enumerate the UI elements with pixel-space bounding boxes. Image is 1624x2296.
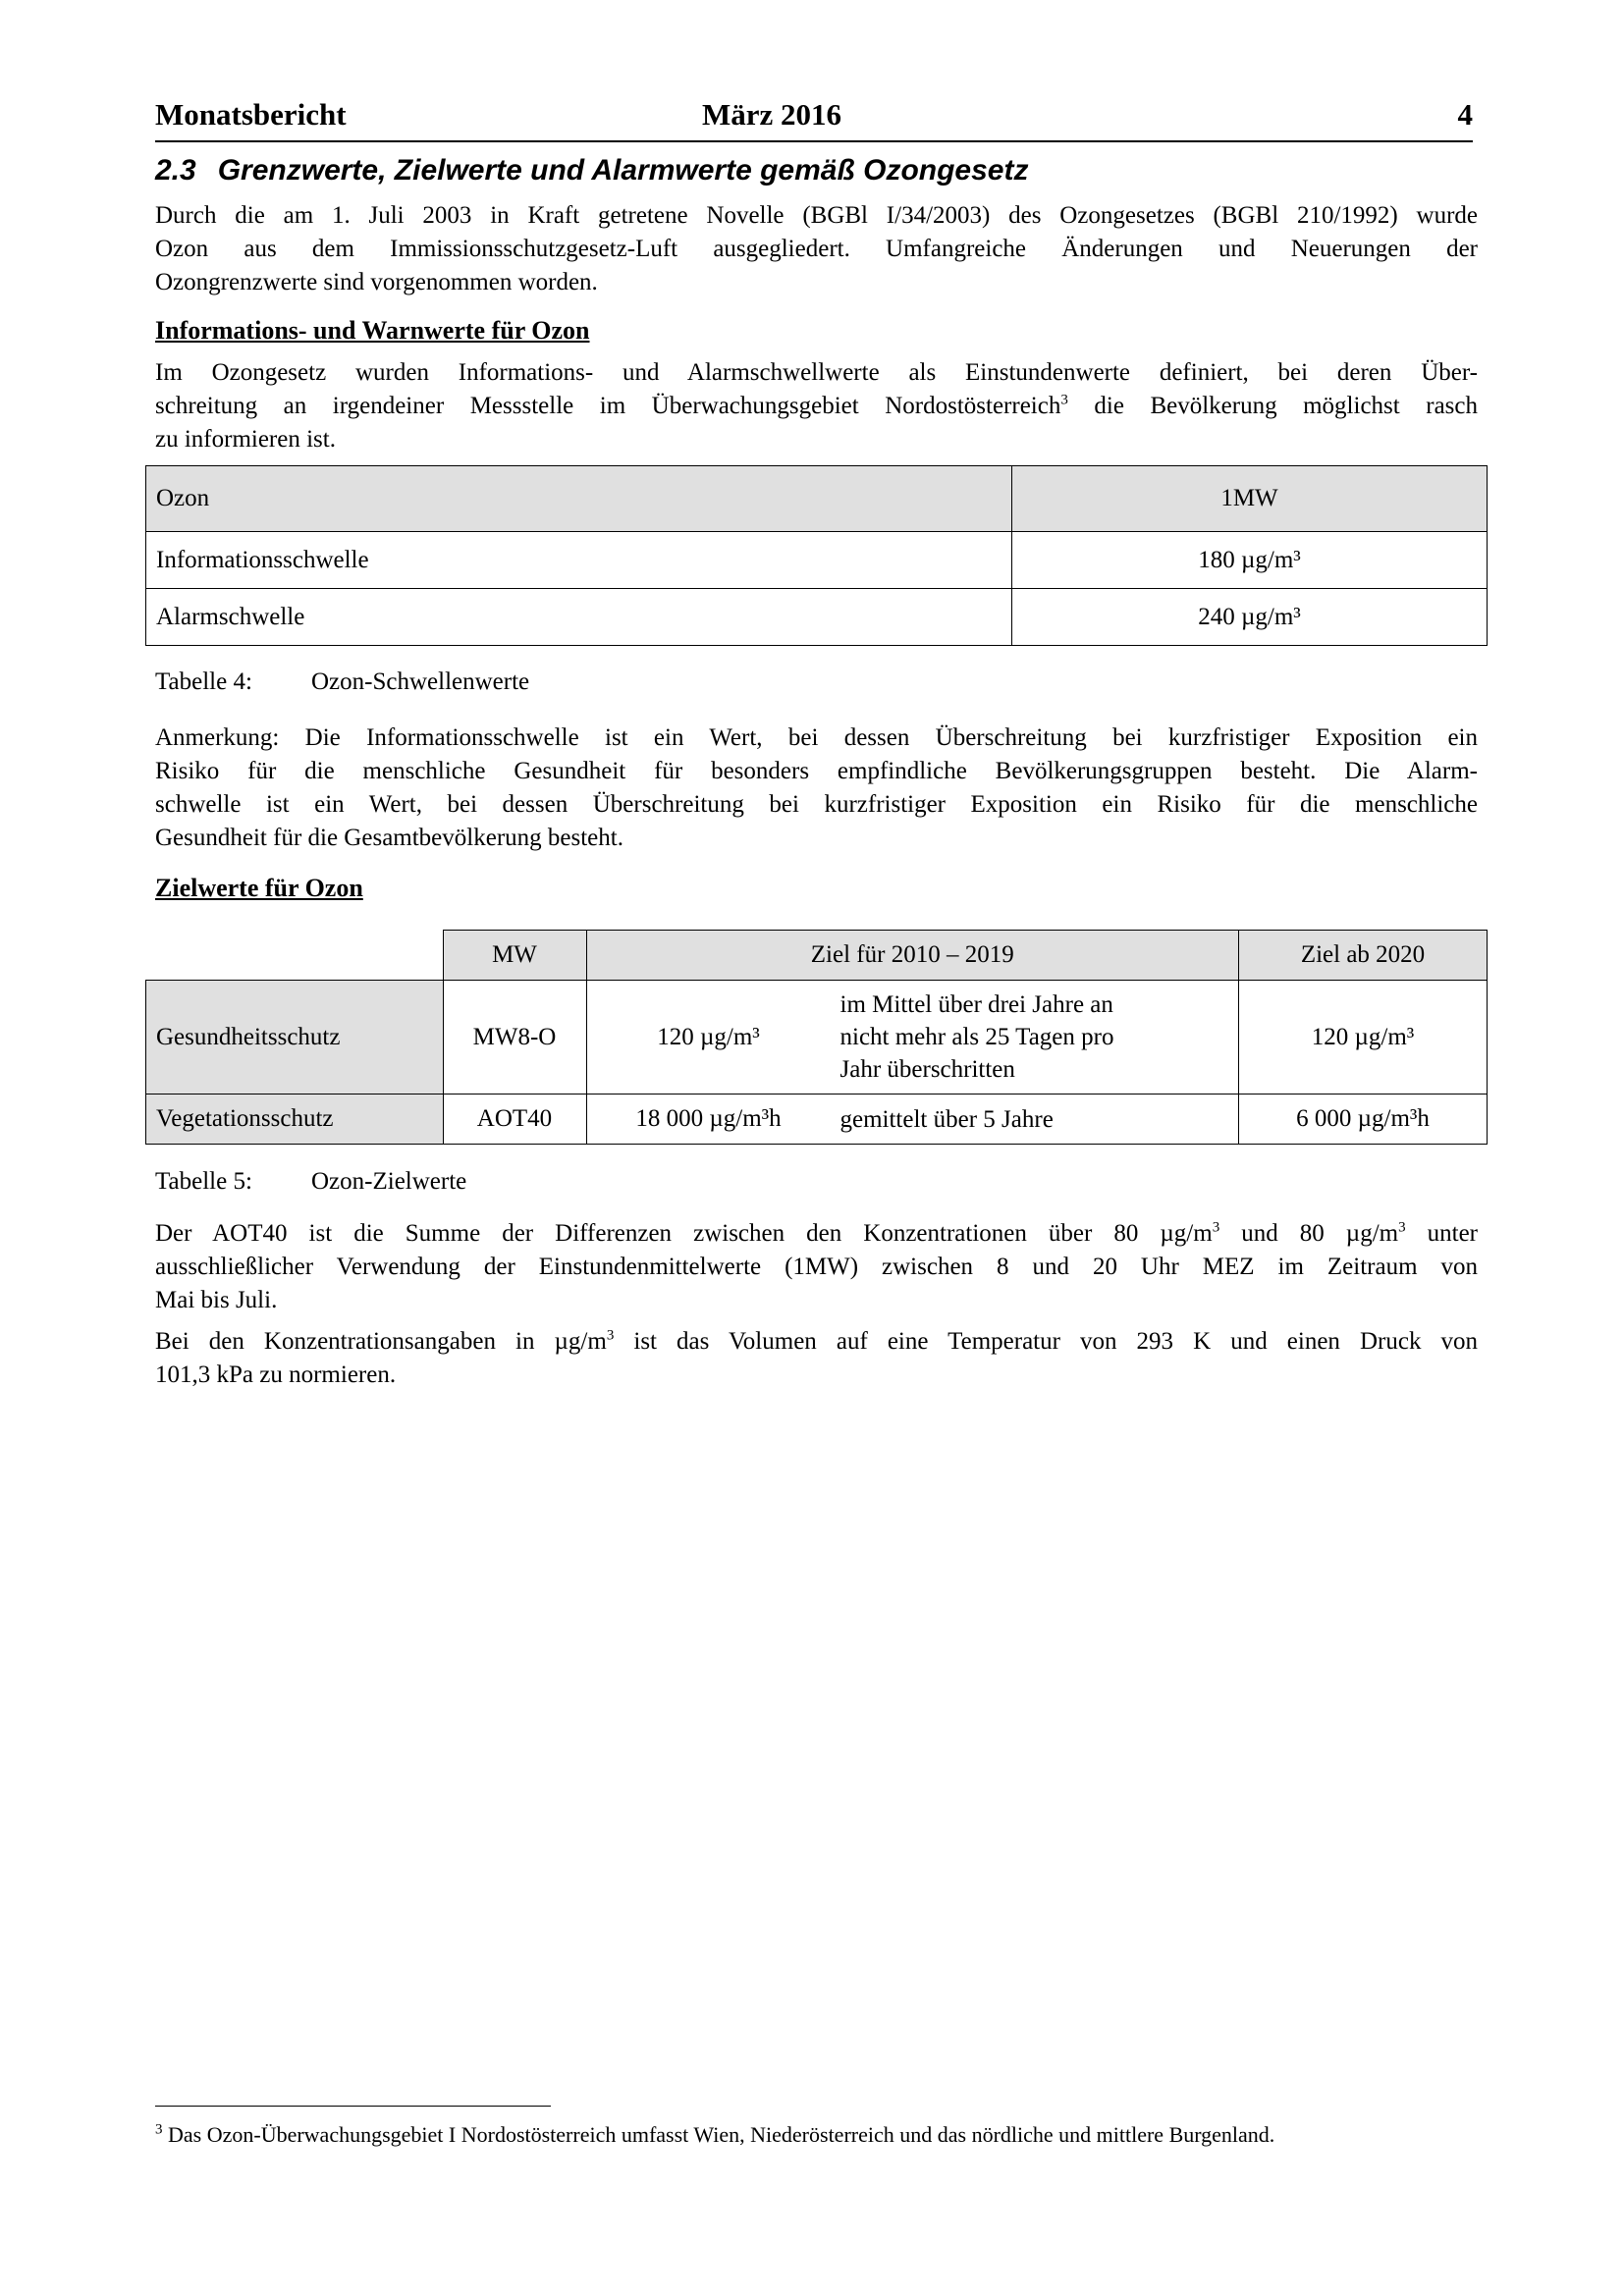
table-cell: 180 µg/m³ (1012, 532, 1488, 589)
table-row (146, 1095, 1488, 1145)
table-cell: 6 000 µg/m³h (1239, 1095, 1488, 1145)
norm-line: 101,3 kPa zu normieren. (155, 1362, 397, 1388)
table-cell: 240 µg/m³ (1012, 589, 1488, 646)
table-cell: Alarmschwelle (146, 589, 1012, 646)
caption-label: Tabelle 5: (155, 1168, 252, 1195)
condition-line: Jahr überschritten (839, 1056, 1015, 1083)
aot-line: ausschließlicher Verwendung der Einstundenmittelwerte (1MW) zwischen 8 und 20 Uhr MEZ im Zeitraum von (155, 1254, 1478, 1280)
threshold-table (145, 465, 1488, 646)
table-header-cell: Ziel für 2010 – 2019 (586, 931, 1239, 981)
info-line-part: die Bevölkerung möglichst rasch (1067, 393, 1478, 419)
info-line: Im Ozongesetz wurden Informations- und Alarmschwellwerte als Einstundenwerte definiert, bei deren Über- (155, 359, 1478, 386)
table-header-cell: 1MW (1012, 466, 1488, 532)
table-caption (155, 668, 529, 696)
table-empty-cell (146, 931, 444, 981)
note-line: Gesundheit für die Gesamtbevölkerung besteht. (155, 825, 623, 851)
intro-line: Durch die am 1. Juli 2003 in Kraft getretene Novelle (BGBl I/34/2003) des Ozongesetzes (BGBl 210/1992) wurde (155, 202, 1478, 229)
table-header-cell: MW (443, 931, 586, 981)
aot-line (155, 1217, 1478, 1251)
header-page-number: 4 (1457, 97, 1473, 132)
info-line: zu informieren ist. (155, 426, 336, 453)
norm-line (155, 1325, 1478, 1359)
info-line-part: schreitung an irgendeiner Messstelle im Überwachungsgebiet Nordostösterreich (155, 393, 1061, 419)
section-title (155, 154, 1028, 187)
header-date: März 2016 (702, 97, 842, 132)
condition-line: im Mittel über drei Jahre an (839, 991, 1113, 1018)
table-row (146, 532, 1488, 589)
aot-line-part: unter (1405, 1220, 1479, 1247)
section-title-text: Grenzwerte, Zielwerte und Alarmwerte gemäß Ozongesetz (217, 154, 1029, 187)
table-header-cell: Ziel ab 2020 (1239, 931, 1488, 981)
table-cell: 120 µg/m³ (1239, 981, 1488, 1095)
table-header-row (146, 466, 1488, 532)
caption-text: Ozon-Schwellenwerte (311, 668, 530, 695)
superscript: 3 (606, 1327, 615, 1344)
note-paragraph (155, 721, 1478, 855)
footnote-divider (155, 2106, 551, 2107)
intro-line: Ozon aus dem Immissionsschutzgesetz-Luft ausgegliedert. Umfangreiche Änderungen und Neuerungen der (155, 236, 1478, 262)
target-table (145, 930, 1488, 1145)
header-report-title: Monatsbericht (155, 97, 347, 132)
section-number: 2.3 (155, 154, 196, 187)
caption-text: Ozon-Zielwerte (311, 1168, 467, 1195)
target-heading: Zielwerte für Ozon (155, 874, 363, 902)
table-cell: 18 000 µg/m³h (586, 1095, 831, 1145)
table-cell: Informationsschwelle (146, 532, 1012, 589)
info-line (155, 390, 1478, 423)
condition-line: nicht mehr als 25 Tagen pro (839, 1024, 1114, 1050)
aot-line-part: und 80 µg/m (1219, 1220, 1399, 1247)
footnote-reference: 3 (1060, 392, 1068, 408)
page-header (155, 95, 1473, 142)
superscript: 3 (1212, 1219, 1220, 1236)
footnote-text: Das Ozon-Überwachungsgebiet I Nordostösterreich umfasst Wien, Niederösterreich und das nördliche und mittlere Burgenland. (162, 2122, 1275, 2147)
aot-paragraph (155, 1217, 1478, 1317)
table-row-label: Vegetationsschutz (146, 1095, 444, 1145)
superscript: 3 (1398, 1219, 1406, 1236)
intro-paragraph (155, 199, 1478, 299)
info-heading: Informations- und Warnwerte für Ozon (155, 316, 590, 345)
table-row (146, 981, 1488, 1095)
table-header-cell: Ozon (146, 466, 1012, 532)
footnote-mark: 3 (155, 2121, 163, 2138)
table-cell: 120 µg/m³ (586, 981, 831, 1095)
table-cell (831, 981, 1239, 1095)
table-cell (831, 1095, 1239, 1145)
info-paragraph (155, 356, 1478, 456)
footnote (155, 2122, 1274, 2148)
table-cell: MW8-O (443, 981, 586, 1095)
table-row-label: Gesundheitsschutz (146, 981, 444, 1095)
norm-paragraph (155, 1325, 1478, 1392)
table-row (146, 589, 1488, 646)
table-caption (155, 1168, 466, 1196)
aot-line-part: Der AOT40 ist die Summe der Differenzen zwischen den Konzentrationen über 80 µg/m (155, 1220, 1213, 1247)
note-line: Risiko für die menschliche Gesundheit für besonders empfindliche Bevölkerungsgruppen besteht. Die Alarm- (155, 758, 1478, 784)
intro-line: Ozongrenzwerte sind vorgenommen worden. (155, 269, 598, 295)
caption-label: Tabelle 4: (155, 668, 252, 695)
norm-line-part: ist das Volumen auf eine Temperatur von 293 K und einen Druck von (614, 1328, 1478, 1355)
table-cell: AOT40 (443, 1095, 586, 1145)
norm-line-part: Bei den Konzentrationsangaben in µg/m (155, 1328, 607, 1355)
note-line: schwelle ist ein Wert, bei dessen Überschreitung bei kurzfristiger Exposition ein Risiko für die menschliche (155, 791, 1478, 818)
note-line: Anmerkung: Die Informationsschwelle ist ein Wert, bei dessen Überschreitung bei kurzfristiger Exposition ein (155, 724, 1478, 751)
aot-line: Mai bis Juli. (155, 1287, 278, 1313)
condition-line: gemittelt über 5 Jahre (839, 1105, 1054, 1133)
table-header-row (146, 931, 1488, 981)
